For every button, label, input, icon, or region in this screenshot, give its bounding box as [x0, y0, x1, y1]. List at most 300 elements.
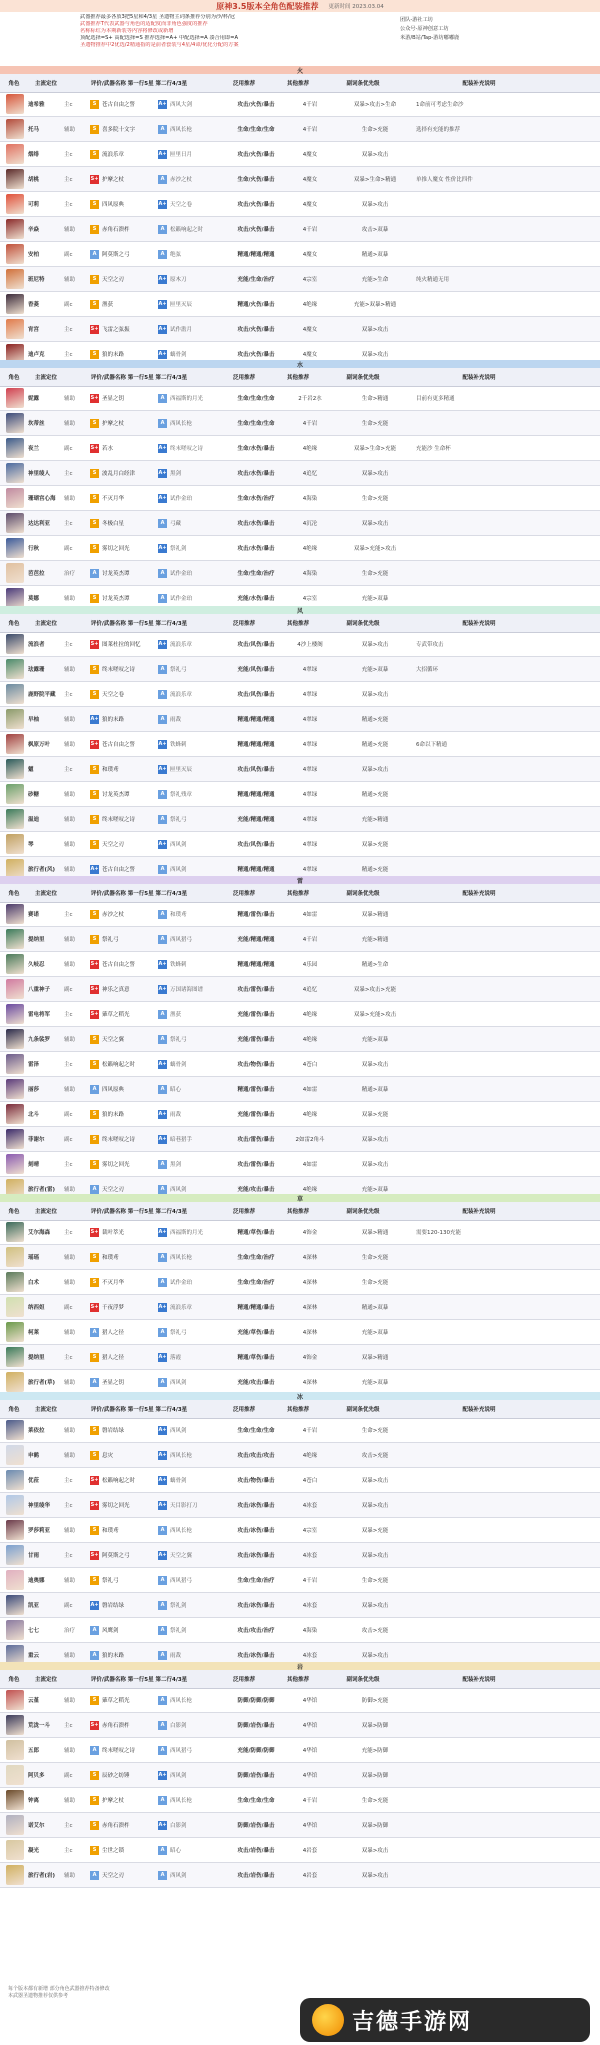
table-row	[0, 1493, 600, 1518]
weapon-4star: 落霞	[170, 1355, 182, 1361]
artifact-set: 4沙上楼阁	[297, 642, 323, 648]
tier-badge: A	[158, 1626, 167, 1635]
character-avatar	[6, 1420, 24, 1440]
character-role: 辅助	[64, 496, 76, 502]
tier-badge: A	[158, 225, 167, 234]
table-row	[0, 807, 600, 832]
build-note: 纯火精通无用	[416, 277, 450, 283]
weapon-4star: 试作金珀	[170, 571, 193, 577]
tier-badge: A+	[158, 740, 167, 747]
weapon-4star: 白影剑	[170, 1823, 187, 1829]
character-avatar	[6, 1222, 24, 1242]
sub-stat-priority: 双暴>精通	[361, 912, 389, 918]
character-name: 莱依拉	[28, 1428, 45, 1434]
table-row	[0, 292, 600, 317]
artifact-set: 4魔女	[302, 252, 318, 258]
weapon-5star: 图莱杜拉的回忆	[102, 642, 141, 648]
weapon-5star: 猎人之径	[102, 1330, 125, 1336]
weapon-4star: 和璞鸢	[170, 912, 187, 918]
character-avatar	[6, 784, 24, 804]
artifact-set: 4冰套	[302, 1603, 318, 1609]
weapon-5star: 苍古自由之誓	[102, 102, 136, 108]
character-avatar	[6, 1104, 24, 1124]
weapon-5star: 祭礼弓	[102, 1578, 119, 1584]
tier-badge: A+	[158, 1426, 167, 1433]
table-row	[0, 682, 600, 707]
tier-badge: S+	[90, 1010, 99, 1017]
tier-badge: S+	[90, 640, 99, 647]
table-row	[0, 1838, 600, 1863]
weapon-5star: 千夜浮梦	[102, 1305, 125, 1311]
tier-badge: A	[90, 1626, 99, 1635]
sub-stat-priority: 充能>防御	[361, 1748, 389, 1754]
table-row	[0, 167, 600, 192]
tier-badge: A+	[158, 350, 167, 357]
character-name: 丽莎	[28, 1087, 40, 1093]
weapon-4star: 西风剑	[170, 1380, 187, 1386]
sub-stat-priority: 精通>双暴	[361, 252, 389, 258]
sub-stat-priority: 攻击>充能	[361, 1453, 389, 1459]
character-role: 副c	[64, 446, 73, 452]
character-name: 雷泽	[28, 1062, 40, 1068]
character-role: 主c	[64, 912, 73, 918]
character-role: 辅助	[64, 1748, 76, 1754]
character-role: 辅助	[64, 1798, 76, 1804]
artifact-main-stats: 攻击/物伤/暴击	[237, 1478, 275, 1484]
character-role: 副c	[64, 987, 73, 993]
weapon-5star: 薙草之稻光	[102, 1698, 130, 1704]
tier-badge: A+	[158, 1060, 167, 1067]
artifact-set: 4华馆	[302, 1723, 318, 1729]
weapon-4star: 绝弦	[170, 252, 182, 258]
table-row	[0, 1102, 600, 1127]
character-table	[0, 1220, 600, 1395]
sub-stat-priority: 双暴>攻击	[361, 1848, 389, 1854]
sub-stat-priority: 精通>双暴	[361, 1087, 389, 1093]
weapon-4star: 西福斯的月光	[170, 396, 204, 402]
tier-badge: A+	[158, 1135, 167, 1142]
artifact-set: 4岩套	[302, 1848, 318, 1854]
artifact-set: 4翠绿	[302, 717, 318, 723]
column-header-extra: 配装补充说明	[462, 891, 496, 897]
tier-badge: S+	[90, 1721, 99, 1728]
artifact-main-stats: 精通/精通/精通	[237, 742, 275, 748]
weapon-5star: 护摩之杖	[102, 1798, 125, 1804]
watermark-text: 吉德手游网	[352, 2009, 473, 2035]
character-avatar	[6, 194, 24, 214]
sub-stat-priority: 双暴>充能	[361, 1528, 389, 1534]
sub-stat-priority: 双暴>攻击	[361, 767, 389, 773]
artifact-set: 4绝缘	[302, 1187, 318, 1193]
weapon-4star: 西风长枪	[170, 1528, 193, 1534]
artifact-set: 4海染	[302, 496, 318, 502]
table-row	[0, 486, 600, 511]
weapon-4star: 螭骨剑	[170, 1478, 187, 1484]
artifact-main-stats: 攻击/岩伤/暴击	[237, 1848, 275, 1854]
weapon-5star: 天空之刃	[102, 842, 125, 848]
header-notes	[80, 14, 380, 49]
table-row	[0, 411, 600, 436]
tier-badge: A	[158, 1651, 167, 1660]
weapon-4star: 天空之翼	[170, 1553, 193, 1559]
table-row	[0, 1027, 600, 1052]
tier-badge: A	[158, 1378, 167, 1387]
footer	[0, 1986, 308, 2000]
sub-stat-priority: 充能>精通	[361, 937, 389, 943]
character-role: 辅助	[64, 596, 76, 602]
sub-stat-priority: 生命>充能	[361, 1578, 389, 1584]
artifact-set: 4宗室	[302, 277, 318, 283]
artifact-set: 4华馆	[302, 1773, 318, 1779]
character-name: 八重神子	[28, 987, 51, 993]
sub-stat-priority: 双暴>攻击	[361, 1503, 389, 1509]
column-header-position: 主流定位	[34, 891, 57, 897]
weapon-5star: 辰砂之纺锤	[102, 1773, 130, 1779]
weapon-5star: 苍古自由之誓	[102, 962, 136, 968]
character-name: 云堇	[28, 1698, 40, 1704]
character-role: 副c	[64, 252, 73, 258]
artifact-main-stats: 精通/草伤/暴击	[237, 1230, 275, 1236]
character-name: 迪奥娜	[28, 1578, 45, 1584]
table-row	[0, 511, 600, 536]
artifact-main-stats: 生命/生命/生命	[237, 127, 275, 133]
character-name: 五郎	[28, 1748, 40, 1754]
character-role: 辅助	[64, 1037, 76, 1043]
tier-badge: S+	[90, 1228, 99, 1235]
character-avatar	[6, 319, 24, 339]
character-role: 主c	[64, 177, 73, 183]
tier-badge: A	[158, 1526, 167, 1535]
character-avatar	[6, 94, 24, 114]
weapon-5star: 磐岩结绿	[102, 1603, 125, 1609]
tier-badge: A	[158, 175, 167, 184]
character-role: 主c	[64, 1478, 73, 1484]
artifact-main-stats: 生命/生命/治疗	[237, 1255, 275, 1261]
column-header-main-stat: 泛用推荐	[232, 1677, 255, 1683]
sub-stat-priority: 防御>充能	[361, 1698, 389, 1704]
character-table	[0, 386, 600, 611]
character-role: 辅助	[64, 792, 76, 798]
artifact-main-stats: 精通/精通/精通	[237, 792, 275, 798]
build-note: 选择有充能的推荐	[416, 127, 461, 133]
column-header-role-group: 角色	[8, 891, 20, 897]
character-name: 珊瑚宫心海	[28, 496, 56, 502]
weapon-5star: 四风原典	[102, 202, 125, 208]
character-role: 主c	[64, 521, 73, 527]
weapon-4star: 试作金珀	[170, 496, 193, 502]
weapon-4star: 西风猎弓	[170, 937, 193, 943]
artifact-set: 4华馆	[302, 1748, 318, 1754]
artifact-set: 4绝缘	[302, 302, 318, 308]
weapon-4star: 铁蜂刺	[170, 742, 187, 748]
character-avatar	[6, 1520, 24, 1540]
tier-badge: A	[158, 519, 167, 528]
column-header-main-stat: 泛用推荐	[232, 1209, 255, 1215]
weapon-4star: 流浪乐章	[170, 642, 193, 648]
tier-badge: A	[90, 1746, 99, 1755]
character-avatar	[6, 1715, 24, 1735]
tier-badge: A	[158, 815, 167, 824]
weapon-5star: 波乱月白经津	[102, 471, 136, 477]
weapon-4star: 黑剑	[170, 1162, 182, 1168]
sub-stat-priority: 充能>双暴>精通	[353, 302, 397, 308]
column-header-position: 主流定位	[34, 1407, 57, 1413]
weapon-5star: 雾切之回光	[102, 1503, 130, 1509]
table-row	[0, 757, 600, 782]
tier-badge: S	[90, 1035, 99, 1044]
table-row	[0, 1713, 600, 1738]
character-role: 主c	[64, 327, 73, 333]
artifact-main-stats: 攻击/火伤/暴击	[237, 327, 275, 333]
character-role: 主c	[64, 1553, 73, 1559]
artifact-main-stats: 生命/生命/治疗	[237, 1280, 275, 1286]
character-avatar	[6, 1004, 24, 1024]
character-avatar	[6, 904, 24, 924]
table-row	[0, 217, 600, 242]
tier-badge: A	[158, 1278, 167, 1287]
weapon-5star: 赤沙之杖	[102, 912, 125, 918]
weapon-5star: 天空之刃	[102, 1187, 125, 1193]
sub-stat-priority: 生命>充能	[361, 127, 389, 133]
column-header-sub-priority: 副词条优先级	[346, 81, 380, 87]
sub-stat-priority: 双暴>攻击>充能	[353, 987, 397, 993]
artifact-set: 2千岩2水	[298, 396, 322, 402]
element-section-title: 水	[0, 360, 600, 368]
weapon-4star: 西风剑	[170, 867, 187, 873]
artifact-main-stats: 精通/精通/精通	[237, 717, 275, 723]
sub-stat-priority: 双暴>精通	[361, 1230, 389, 1236]
character-name: 温迪	[28, 817, 40, 823]
artifact-main-stats: 攻击/雷伤/暴击	[237, 1137, 275, 1143]
artifact-main-stats: 攻击/冰伤/暴击	[237, 1603, 275, 1609]
character-role: 副c	[64, 1305, 73, 1311]
tier-badge: S	[90, 125, 99, 134]
author-line: 公众号-原神创意工坊	[400, 26, 449, 32]
sub-stat-priority: 充能>双暴	[361, 1380, 389, 1386]
character-name: 托马	[28, 127, 40, 133]
artifact-main-stats: 精通/精通/暴击	[237, 1305, 275, 1311]
character-avatar	[6, 979, 24, 999]
weapon-5star: 天空之翼	[102, 1037, 125, 1043]
weapon-5star: 不灭月华	[102, 496, 125, 502]
weapon-4star: 西风大剑	[170, 102, 193, 108]
character-role: 辅助	[64, 717, 76, 723]
tier-badge: A	[158, 1160, 167, 1169]
artifact-main-stats: 攻击/火伤/暴击	[237, 202, 275, 208]
tier-badge: A+	[158, 1303, 167, 1310]
artifact-set: 4冰套	[302, 1503, 318, 1509]
tier-badge: S	[90, 1696, 99, 1705]
table-row	[0, 1863, 600, 1888]
character-table	[0, 902, 600, 1202]
character-name: 迪希雅	[28, 102, 45, 108]
artifact-main-stats: 攻击/风伤/暴击	[237, 692, 275, 698]
tier-badge: S	[90, 469, 99, 478]
column-header-artifact-other: 其他推荐	[286, 1677, 309, 1683]
tier-badge: A+	[158, 640, 167, 647]
tier-badge: A+	[158, 150, 167, 157]
character-avatar	[6, 538, 24, 558]
character-avatar	[6, 513, 24, 533]
character-avatar	[6, 1347, 24, 1367]
artifact-main-stats: 防御/岩伤/暴击	[237, 1823, 275, 1829]
character-name: 提纳里	[28, 1355, 45, 1361]
artifact-set: 4如雷	[302, 912, 318, 918]
table-row	[0, 561, 600, 586]
column-header-sub-priority: 副词条优先级	[346, 1209, 380, 1215]
weapon-5star: 圣显之钥	[102, 1380, 125, 1386]
weapon-4star: 弓藏	[170, 521, 182, 527]
table-row	[0, 386, 600, 411]
sub-stat-priority: 生命>充能	[361, 421, 389, 427]
weapon-4star: 赤沙之杖	[170, 177, 193, 183]
artifact-set: 4绝缘	[302, 446, 318, 452]
character-avatar	[6, 1840, 24, 1860]
tier-badge: S	[90, 665, 99, 674]
artifact-set: 4绝缘	[302, 1453, 318, 1459]
table-row	[0, 977, 600, 1002]
page-title: 原神3.5版本全角色配装推荐	[216, 1, 319, 11]
character-role: 主c	[64, 1823, 73, 1829]
artifact-main-stats: 攻击/水伤/暴击	[237, 471, 275, 477]
character-name: 旅行者(雷)	[28, 1187, 56, 1193]
tier-badge: A	[158, 419, 167, 428]
character-avatar	[6, 1765, 24, 1785]
character-name: 纳西妲	[28, 1305, 45, 1311]
artifact-main-stats: 充能/风伤/暴击	[237, 667, 275, 673]
artifact-main-stats: 攻击/风伤/暴击	[237, 767, 275, 773]
column-header-row	[0, 74, 600, 93]
artifact-main-stats: 充能/雷伤/暴击	[237, 1012, 275, 1018]
tier-badge: S+	[90, 1476, 99, 1483]
sub-stat-priority: 双暴>攻击	[361, 1137, 389, 1143]
weapon-5star: 阿莫斯之弓	[102, 252, 130, 258]
column-header-artifact-other: 其他推荐	[286, 1209, 309, 1215]
column-header-sub-priority: 副词条优先级	[346, 375, 380, 381]
sub-stat-priority: 双暴>攻击	[361, 202, 389, 208]
weapon-5star: 裁叶萃光	[102, 1230, 125, 1236]
weapon-4star: 西风猎弓	[170, 1578, 193, 1584]
column-header-weapon-sub: 评价/武器名称 第一行5星 第二行4/3星	[90, 1677, 188, 1683]
column-header-row	[0, 1670, 600, 1689]
character-role: 主c	[64, 692, 73, 698]
character-avatar	[6, 388, 24, 408]
artifact-main-stats: 充能/雷伤/暴击	[237, 1112, 275, 1118]
character-name: 艾尔海森	[28, 1230, 51, 1236]
artifact-set: 4魔女	[302, 352, 318, 358]
artifact-set: 4深林	[302, 1280, 318, 1286]
tier-badge: A+	[158, 840, 167, 847]
tier-badge: S	[90, 1253, 99, 1262]
character-role: 辅助	[64, 227, 76, 233]
weapon-5star: 和璞鸢	[102, 1255, 119, 1261]
header	[0, 0, 600, 64]
column-header-role-group: 角色	[8, 621, 20, 627]
table-row	[0, 1418, 600, 1443]
tier-badge: S	[90, 419, 99, 428]
table-row	[0, 732, 600, 757]
table-row	[0, 1813, 600, 1838]
tier-badge: A+	[158, 544, 167, 551]
tier-badge: A	[158, 1085, 167, 1094]
weapon-4star: 万国诸海图谱	[170, 987, 204, 993]
tier-badge: S	[90, 300, 99, 309]
tier-badge: A+	[158, 1451, 167, 1458]
weapon-4star: 松籁响起之时	[170, 227, 204, 233]
tier-badge: S	[90, 200, 99, 209]
weapon-5star: 不灭月华	[102, 1280, 125, 1286]
sub-stat-priority: 精通>充能	[361, 867, 389, 873]
tier-badge: A	[90, 1185, 99, 1194]
weapon-5star: 和璞鸢	[102, 767, 119, 773]
character-avatar	[6, 1297, 24, 1317]
character-avatar	[6, 1545, 24, 1565]
column-header-extra: 配装补充说明	[462, 621, 496, 627]
artifact-main-stats: 精通/雷伤/暴击	[237, 1087, 275, 1093]
character-role: 辅助	[64, 1653, 76, 1659]
weapon-5star: 讨龙英杰谭	[102, 571, 130, 577]
sub-stat-priority: 生命>充能	[361, 496, 389, 502]
sub-stat-priority: 双暴>攻击	[361, 1478, 389, 1484]
artifact-main-stats: 生命/生命/生命	[237, 1428, 275, 1434]
tier-badge: S+	[90, 325, 99, 332]
weapon-4star: 匣里日月	[170, 152, 193, 158]
weapon-4star: 昭心	[170, 1848, 182, 1854]
artifact-set: 4如雷	[302, 1087, 318, 1093]
tier-badge: S	[90, 494, 99, 503]
tier-badge: S	[90, 790, 99, 799]
character-avatar	[6, 438, 24, 458]
weapon-5star: 薙草之稻光	[102, 1012, 130, 1018]
footer-line: 每个版本都有新增 部分角色武器推荐特备修改	[8, 1986, 110, 1992]
artifact-main-stats: 攻击/攻击/治疗	[237, 1628, 275, 1634]
tier-badge: S+	[90, 444, 99, 451]
column-header-position: 主流定位	[34, 81, 57, 87]
artifact-main-stats: 攻击/水伤/暴击	[237, 521, 275, 527]
tier-badge: S	[90, 1353, 99, 1362]
artifact-set: 4千岩	[302, 1578, 318, 1584]
sub-stat-priority: 攻击>充能	[361, 1628, 389, 1634]
weapon-5star: 赤角石溃杵	[102, 1723, 130, 1729]
artifact-main-stats: 攻击/冰伤/暴击	[237, 1553, 275, 1559]
tier-badge: S+	[90, 175, 99, 182]
artifact-set: 4翠绿	[302, 667, 318, 673]
weapon-5star: 护摩之杖	[102, 421, 125, 427]
character-name: 魈	[28, 767, 34, 773]
title-row	[0, 0, 600, 12]
tier-badge: S+	[90, 394, 99, 401]
character-name: 刻晴	[28, 1162, 40, 1168]
tier-badge: S	[90, 815, 99, 824]
character-role: 辅助	[64, 667, 76, 673]
column-header-artifact-other: 其他推荐	[286, 621, 309, 627]
character-role: 辅助	[64, 1087, 76, 1093]
character-role: 副c	[64, 546, 73, 552]
character-role: 治疗	[64, 571, 76, 577]
sub-stat-priority: 充能>双暴	[361, 1037, 389, 1043]
weapon-5star: 猎人之径	[102, 1355, 125, 1361]
tier-badge: A+	[158, 985, 167, 992]
character-avatar	[6, 634, 24, 654]
tier-badge: A	[90, 250, 99, 259]
sub-stat-priority: 精通>生命	[361, 962, 389, 968]
character-avatar	[6, 954, 24, 974]
artifact-set: 4深林	[302, 1380, 318, 1386]
sub-stat-priority: 攻击>双暴	[361, 227, 389, 233]
character-name: 砂糖	[28, 792, 40, 798]
tier-badge: A+	[158, 1501, 167, 1508]
artifact-main-stats: 充能/生命/治疗	[237, 277, 275, 283]
